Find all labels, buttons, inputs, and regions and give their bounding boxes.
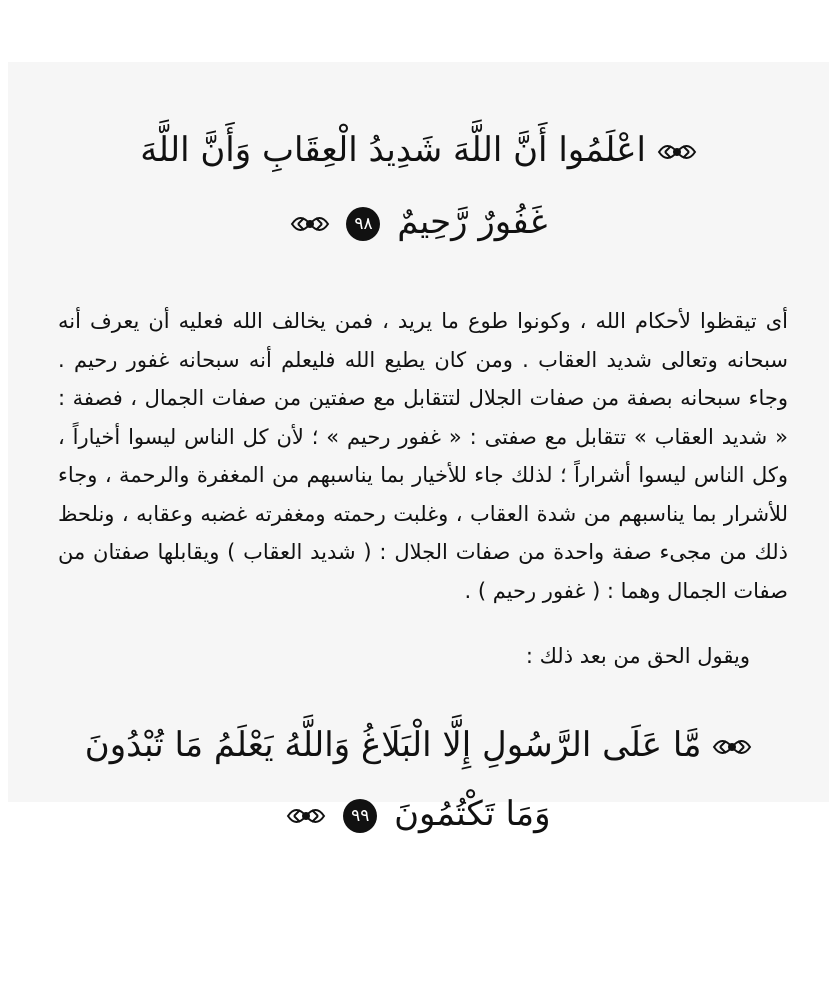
- verse-98-line-2: [8, 202, 829, 243]
- verse-number-98: ٩٨: [346, 207, 380, 241]
- verse-number-99: ٩٩: [343, 799, 377, 833]
- scanned-page: [8, 62, 829, 834]
- verse-end-ornament-icon: [286, 802, 326, 830]
- verse-99-line-2: [8, 794, 829, 835]
- verse-start-ornament-icon: [657, 138, 697, 166]
- verse-end-ornament-icon: [290, 210, 330, 238]
- transition-line: ويقول الحق من بعد ذلك :: [525, 644, 750, 668]
- verse-99-text-1: مَّا عَلَى الرَّسُولِ إِلَّا الْبَلَاغُ وَاللَّهُ يَعْلَمُ مَا تُبْدُونَ: [84, 725, 702, 765]
- verse-98-text-1: اعْلَمُوا أَنَّ اللَّهَ شَدِيدُ الْعِقَابِ وَأَنَّ اللَّهَ: [140, 130, 646, 170]
- verse-start-ornament-icon: [712, 733, 752, 761]
- verse-98-line-1: [8, 130, 829, 171]
- commentary-paragraph: أى تيقظوا لأحكام الله ، وكونوا طوع ما يريد ، فمن يخالف الله فعليه أن يعرف أنه سبحانه وتعالى شديد العقاب . ومن كان يطيع الله فليعلم أنه سبحانه غفور رحيم . وجاء سبحانه بصفة من صفات الجلال لتتقابل مع صفتين من صفات الجمال ، فصفة : « شديد العقاب » تتقابل مع صفتى : « غفور رحيم » ؛ لأن كل الناس ليسوا أخياراً ، وكل الناس ليسوا أشراراً ؛ لذلك جاء للأخيار بما يناسبهم من المغفرة والرحمة ، وجاء للأشرار بما يناسبهم من شدة العقاب ، وغلبت رحمته ومغفرته غضبه وعقابه ، ونلحظ ذلك من مجىء صفة واحدة من صفات الجلال : ( شديد العقاب ) ويقابلها صفتان من صفات الجمال وهما : ( غفور رحيم ) .: [58, 309, 788, 603]
- verse-99-line-1: [8, 725, 829, 766]
- verse-98-text-2: غَفُورٌ رَّحِيمٌ: [397, 202, 548, 242]
- verse-99-text-2: وَمَا تَكْتُمُونَ: [394, 794, 551, 834]
